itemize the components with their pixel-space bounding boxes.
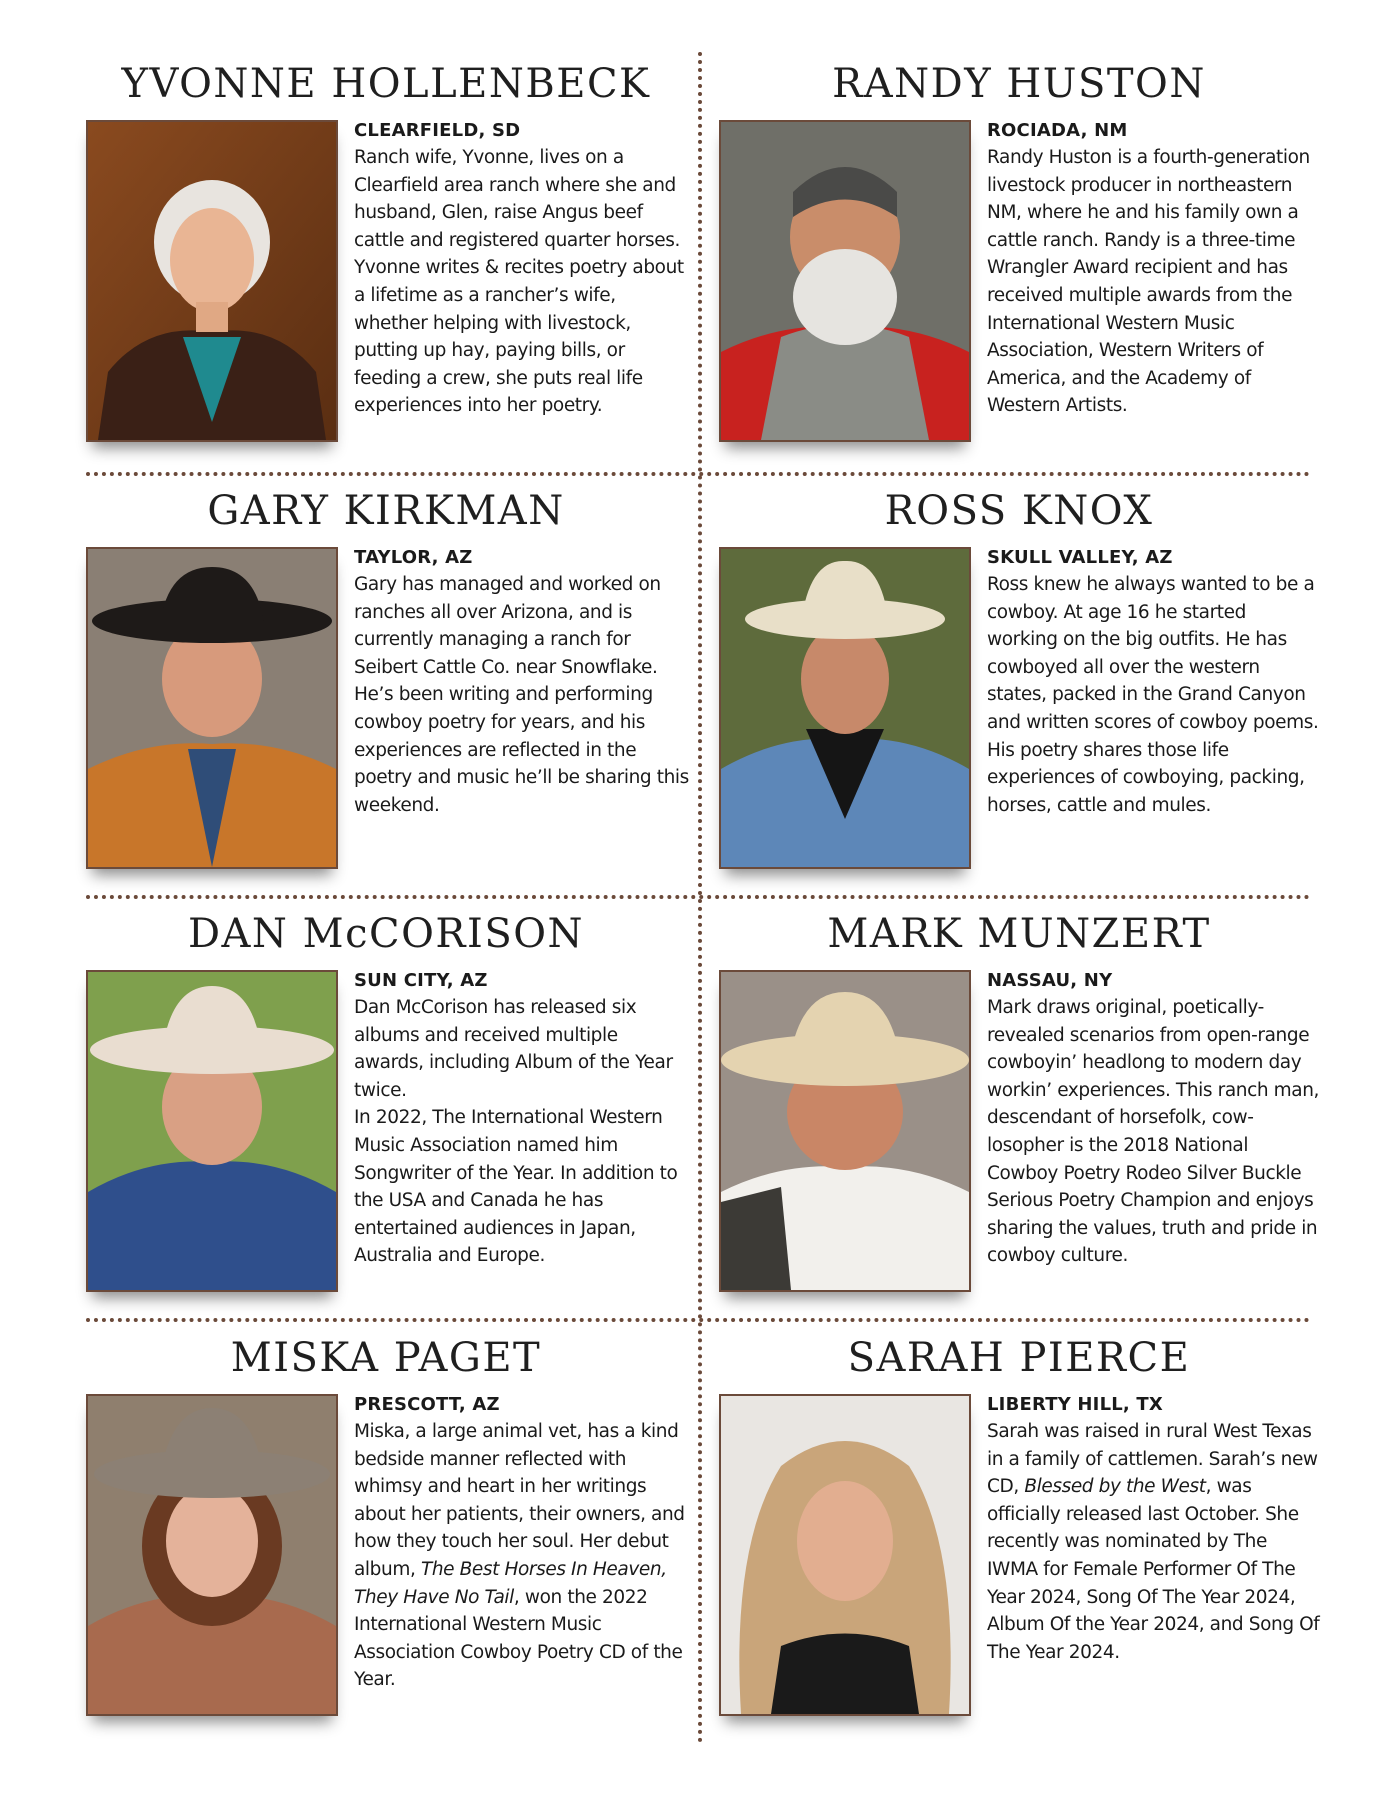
performer-location: TAYLOR, AZ xyxy=(354,547,473,568)
performer-text xyxy=(987,118,1322,420)
performer-photo xyxy=(719,547,971,869)
performer-card-sarah-pierce xyxy=(719,1330,1319,1750)
performer-bio: Dan McCorison has released six albums and received multiple awards, including Album of the Year twice. xyxy=(354,997,673,1101)
portrait-woman-image xyxy=(721,1396,969,1714)
performer-name: RANDY HUSTON xyxy=(832,61,1206,107)
performer-photo xyxy=(719,120,971,442)
performer-text xyxy=(354,1392,689,1694)
performer-photo xyxy=(719,970,971,1292)
performer-name: MARK MUNZERT xyxy=(827,911,1211,957)
performer-card-ross-knox xyxy=(719,483,1319,903)
performer-text xyxy=(987,968,1322,1270)
performer-bio: Sarah was raised in rural West Texas in a family of cattlemen. Sarah’s new CD, Blessed by the West, was officially released last October. She recently was nominated by The IWMA for Female Performer Of The Year 2024, Song Of The Year 2024, Album Of the Year 2024, and Song Of The Year 2024. xyxy=(987,1421,1320,1663)
performer-location: SKULL VALLEY, AZ xyxy=(987,547,1173,568)
portrait-man-image xyxy=(721,122,969,440)
performer-photo xyxy=(86,120,338,442)
performer-location: LIBERTY HILL, TX xyxy=(987,1394,1163,1415)
portrait-man-image xyxy=(88,972,336,1290)
performer-bio: Ross knew he always wanted to be a cowboy. At age 16 he started working on the big outfits. He has cowboyed all over the western states, packed in the Grand Canyon and written scores of cowboy poems. His poetry shares those life experiences of cowboying, packing, horses, cattle and mules. xyxy=(987,574,1319,816)
portrait-man-image xyxy=(721,972,969,1290)
album-title: The Best Horses In Heaven, They Have No Tail xyxy=(354,1558,667,1608)
performer-card-gary-kirkman xyxy=(86,483,689,903)
performer-bio: Miska, a large animal vet, has a kind bedside manner reflected with whimsy and heart in her writings about her patients, their owners, and how they touch her soul. Her debut album, The Best Horses In Heaven, They Have No Tail, won the 2022 International Western Music Association Cowboy Poetry CD of the Year. xyxy=(354,1421,685,1691)
performer-photo xyxy=(86,547,338,869)
portrait-woman-image xyxy=(88,122,336,440)
performer-name: GARY KIRKMAN xyxy=(207,488,565,534)
performer-name: DAN McCORISON xyxy=(187,911,585,957)
performer-photo xyxy=(86,970,338,1292)
performer-bio: Randy Huston is a fourth-generation livestock producer in northeastern NM, where he and his family own a cattle ranch. Randy is a three-time Wrangler Award recipient and has received multiple awards from the International Western Music Association, Western Writers of America, and the Academy of Western Artists. xyxy=(987,147,1310,417)
performer-text xyxy=(987,545,1322,819)
performer-text xyxy=(354,118,689,420)
performer-card-miska-paget xyxy=(86,1330,686,1750)
performer-card-dan-mccorison xyxy=(86,906,686,1326)
performer-location: PRESCOTT, AZ xyxy=(354,1394,500,1415)
performer-location: NASSAU, NY xyxy=(987,970,1113,991)
performer-photo xyxy=(719,1394,971,1716)
album-title: Blessed by the West xyxy=(1024,1476,1206,1498)
performer-bio: Gary has managed and worked on ranches all over Arizona, and is currently managing a ranch for Seibert Cattle Co. near Snowflake. He’s been writing and performing cowboy poetry for years, and his experiences are reflected in the poetry and music he’ll be sharing this weekend. xyxy=(354,574,689,816)
performer-bio: Mark draws original, poetically-revealed scenarios from open-range cowboyin’ headlong to modern day workin’ experiences. This ranch man, descendant of horsefolk, cow-losopher is the 2018 National Cowboy Poetry Rodeo Silver Buckle Serious Poetry Champion and enjoys sharing the values, truth and pride in cowboy culture. xyxy=(987,997,1320,1267)
portrait-man-image xyxy=(88,549,336,867)
performer-text xyxy=(354,968,689,1270)
performer-text xyxy=(987,1392,1322,1666)
performer-text xyxy=(354,545,689,819)
portrait-woman-image xyxy=(88,1396,336,1714)
performer-name: SARAH PIERCE xyxy=(847,1335,1191,1381)
performer-name: MISKA PAGET xyxy=(230,1335,542,1381)
performer-card-randy-huston xyxy=(719,56,1319,476)
performer-photo xyxy=(86,1394,338,1716)
performer-card-mark-munzert xyxy=(719,906,1319,1326)
performer-location: SUN CITY, AZ xyxy=(354,970,488,991)
portrait-man-image xyxy=(721,549,969,867)
performer-name: ROSS KNOX xyxy=(884,488,1154,534)
performer-location: ROCIADA, NM xyxy=(987,120,1128,141)
performer-bio: In 2022, The International Western Music Association named him Songwriter of the Year. In addition to the USA and Canada he has entertained audiences in Japan, Australia and Europe. xyxy=(354,1107,678,1267)
performer-bio: Ranch wife, Yvonne, lives on a Clearfield area ranch where she and husband, Glen, raise Angus beef cattle and registered quarter horses. Yvonne writes & recites poetry about a lifetime as a rancher’s wife, whether helping with livestock, putting up hay, paying bills, or feeding a crew, she puts real life experiences into her poetry. xyxy=(354,147,684,417)
performer-location: CLEARFIELD, SD xyxy=(354,120,521,141)
performer-name: YVONNE HOLLENBECK xyxy=(121,61,651,107)
performer-card-yvonne-hollenbeck xyxy=(86,56,686,476)
